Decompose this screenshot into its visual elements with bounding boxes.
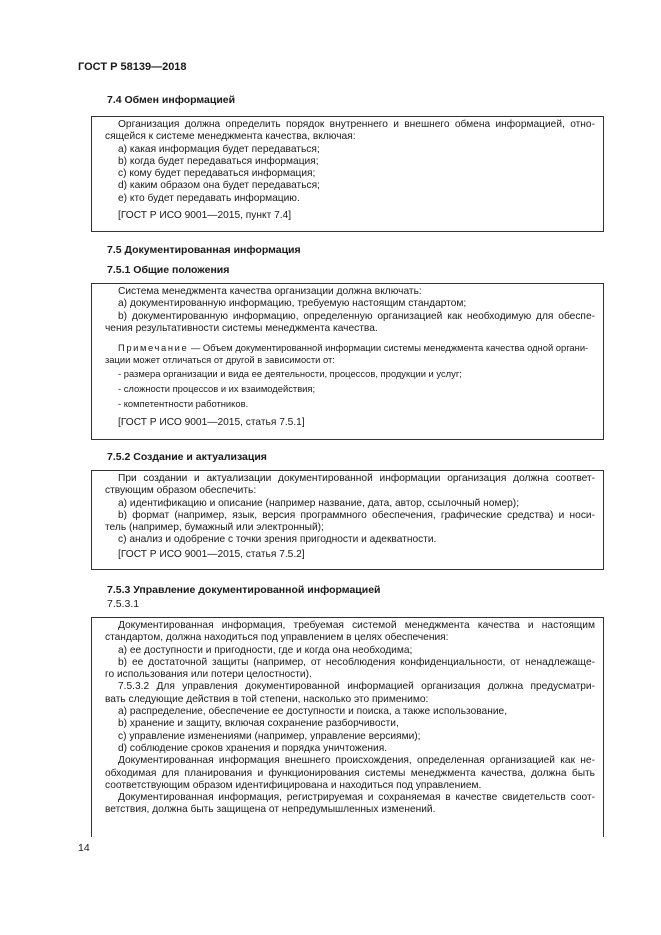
reference: [ГОСТ Р ИСО 9001—2015, статья 7.5.1] bbox=[118, 417, 305, 429]
list-item: c) кому будет передаваться информация; bbox=[118, 168, 316, 180]
note-label: Примечание bbox=[118, 342, 189, 354]
document-header: ГОСТ Р 58139—2018 bbox=[78, 61, 187, 73]
list-item: a) идентификацию и описание (например название, дата, автор, ссылочный номер); bbox=[118, 497, 520, 509]
dash-item: - размера организации и вида ее деятельности, процессов, продукции и услуг; bbox=[118, 368, 462, 380]
dash-item: - компетентности работников. bbox=[118, 397, 249, 409]
list-item: b) хранение и защиту, включая сохранение разборчивости, bbox=[118, 718, 399, 730]
quote-box-7-4 bbox=[91, 116, 604, 232]
dash-item: - сложности процессов и их взаимодействия; bbox=[118, 382, 316, 394]
paragraph-line: Документированная информация, регистрируемая и сохраняемая в качестве свидетельств соот- bbox=[118, 792, 595, 804]
section-title-7-5: 7.5 Документированная информация bbox=[107, 244, 301, 256]
note-text: зации может отличаться от другой в зависимости от: bbox=[105, 353, 335, 365]
list-item: a) какая информация будет передаваться; bbox=[118, 143, 320, 155]
quote-box-7-5-3 bbox=[91, 617, 604, 837]
paragraph-line: Документированная информация внешнего происхождения, определенная организацией как не- bbox=[118, 755, 595, 767]
paragraph-line: соответствующим образом идентифицирована и находиться под управлением. bbox=[105, 779, 482, 791]
list-item: c) управление изменениями (например, управление версиями); bbox=[118, 730, 421, 742]
note-text: — Объем документированной информации системы менеджмента качества одной органи- bbox=[188, 342, 589, 354]
subsection-title-7-5-3: 7.5.3 Управление документированной информацией bbox=[107, 584, 381, 596]
list-item: d) каким образом она будет передаваться; bbox=[118, 180, 320, 192]
paragraph-line: ствующим образом обеспечить: bbox=[105, 485, 257, 497]
section-title-7-4: 7.4 Обмен информацией bbox=[107, 94, 236, 106]
list-item: e) кто будет передавать информацию. bbox=[118, 192, 300, 204]
list-item: a) распределение, обеспечение ее доступности и поиска, а также использование, bbox=[118, 706, 508, 718]
quote-box-7-5-2 bbox=[91, 470, 604, 570]
list-item: d) соблюдение сроков хранения и порядка уничтожения. bbox=[118, 742, 388, 754]
subsection-title-7-5-1: 7.5.1 Общие положения bbox=[107, 264, 230, 276]
paragraph-line: стандартом, должна находиться под управлением в целях обеспечения: bbox=[105, 632, 449, 644]
list-item: b) формат (например, язык, версия программного обеспечения, графические средства) и носи- bbox=[118, 509, 595, 521]
list-item: a) документированную информацию, требуемую настоящим стандартом; bbox=[118, 298, 467, 310]
clause-number: 7.5.3.1 bbox=[107, 598, 140, 610]
paragraph-line: При создании и актуализации документированной информации организация должна соответ- bbox=[118, 473, 595, 484]
reference: [ГОСТ Р ИСО 9001—2015, статья 7.5.2] bbox=[118, 548, 305, 560]
paragraph-line: Организация должна определить порядок внутреннего и внешнего обмена информацией, отно- bbox=[118, 119, 595, 130]
paragraph-line: Документированная информация, требуемая системой менеджмента качества и настоящим bbox=[118, 620, 595, 631]
list-item: b) когда будет передаваться информация; bbox=[118, 155, 319, 167]
quote-box-7-5-1 bbox=[91, 283, 604, 440]
list-item: b) документированную информацию, определенную организацией как необходимую для обеспе- bbox=[118, 310, 595, 322]
paragraph-line: сящейся к системе менеджмента качества, включая: bbox=[105, 131, 356, 143]
paragraph-line: обходимая для планирования и функционирования системы менеджмента качества, должна быть bbox=[105, 767, 595, 779]
list-item: чения результативности системы менеджмента качества. bbox=[105, 322, 378, 334]
page-number: 14 bbox=[78, 842, 90, 854]
paragraph-line: 7.5.3.2 Для управления документированной информацией организация должна предусматри- bbox=[118, 681, 595, 693]
note bbox=[105, 342, 595, 354]
paragraph-line: ветствия, должна быть защищена от непредумышленных изменений. bbox=[105, 804, 436, 816]
paragraph-line: Система менеджмента качества организации должна включать: bbox=[118, 286, 422, 297]
list-item: b) ее достаточной защиты (например, от несоблюдения конфиденциальности, от ненадлежаще- bbox=[118, 656, 595, 668]
list-item: тель (например, бумажный или электронный); bbox=[105, 522, 324, 534]
list-item: c) анализ и одобрение с точки зрения пригодности и адекватности. bbox=[118, 534, 437, 546]
list-item: a) ее доступности и пригодности, где и когда она необходима; bbox=[118, 644, 413, 656]
reference: [ГОСТ Р ИСО 9001—2015, пункт 7.4] bbox=[118, 210, 292, 222]
subsection-title-7-5-2: 7.5.2 Создание и актуализация bbox=[107, 451, 267, 463]
list-item: го использования или потери целостности). bbox=[105, 669, 312, 681]
paragraph-line: вать следующие действия в той степени, насколько это применимо: bbox=[105, 693, 429, 705]
